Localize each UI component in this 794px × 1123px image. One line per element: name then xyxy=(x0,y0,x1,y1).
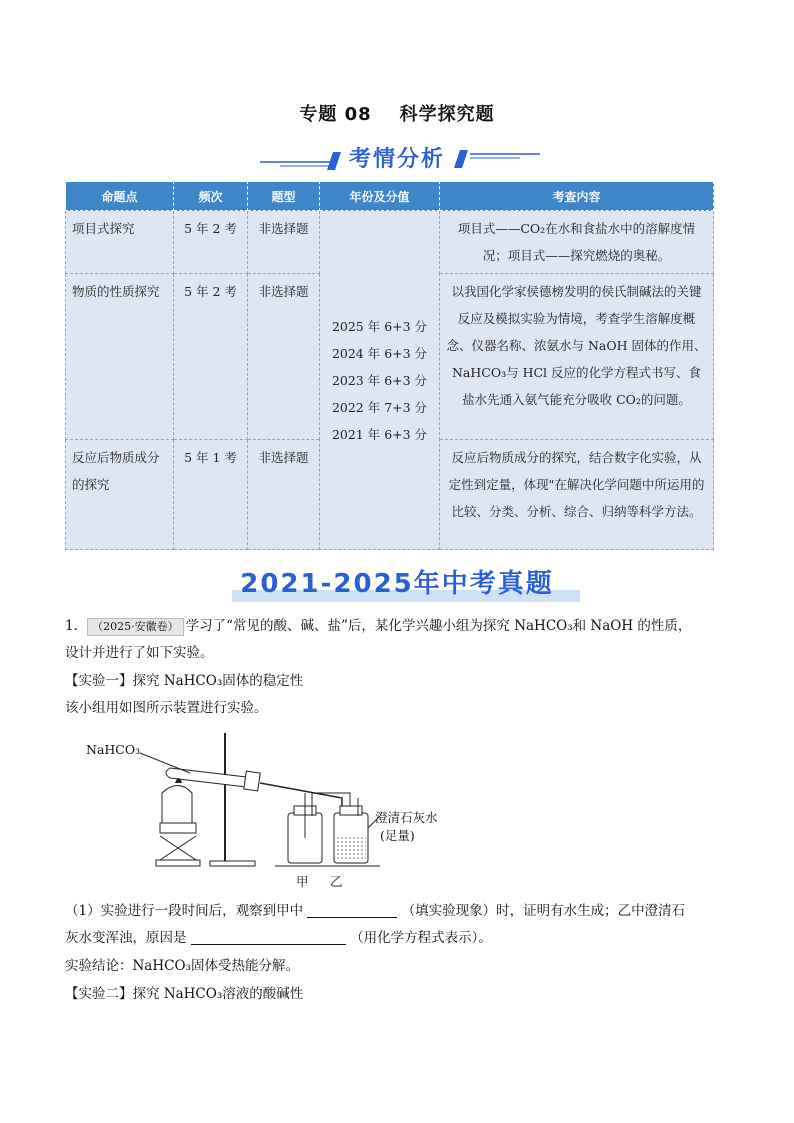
experiment-1-title: 【实验一】探究 NaHCO₃固体的稳定性 xyxy=(65,673,304,689)
header-content: 考查内容 xyxy=(440,182,714,211)
cell-content: 项目式——CO₂在水和食盐水中的溶解度情况；项目式——探究燃烧的奥秘。 xyxy=(440,211,714,274)
experiment-1-description: 该小组用如图所示装置进行实验。 xyxy=(65,700,268,716)
cell-type: 非选择题 xyxy=(248,274,320,440)
title-name: 科学探究题 xyxy=(399,104,495,125)
label-limewater: 澄清石灰水 xyxy=(375,810,438,825)
cell-point: 反应后物质成分的探究 xyxy=(66,440,174,550)
cell-type: 非选择题 xyxy=(248,440,320,550)
answer-blank-2[interactable] xyxy=(191,928,346,945)
question-intro-line-2: 设计并进行了如下实验。 xyxy=(65,645,214,661)
experiment-1-conclusion: 实验结论：NaHCO₃固体受热能分解。 xyxy=(65,958,299,974)
q1-text-b: （填实验现象）时，证明有水生成；乙中澄清石 xyxy=(401,903,686,919)
page-title xyxy=(0,100,794,126)
cell-point: 物质的性质探究 xyxy=(66,274,174,440)
question-intro-line-1 xyxy=(65,615,735,637)
question-1-line-2 xyxy=(65,927,735,949)
header-year-score: 年份及分值 xyxy=(320,182,440,211)
section-title: 2021-2025年中考真题 xyxy=(240,569,554,599)
answer-blank-1[interactable] xyxy=(307,901,397,918)
source-tag: （2025·安徽卷） xyxy=(87,618,184,636)
cell-content: 以我国化学家侯德榜发明的侯氏制碱法的关键反应及模拟实验为情境，考查学生溶解度概念、仪器名称、浓氨水与 NaOH 固体的作用、NaHCO₃与 HCl 反应的化学方程式书写、食盐水先通入氨气能充分吸收 CO₂的问题。 xyxy=(440,274,714,440)
label-nahco3: NaHCO₃ xyxy=(86,742,141,757)
label-amount: (足量) xyxy=(380,828,415,843)
score-line: 2021 年 6+3 分 xyxy=(331,426,428,442)
question-1-line-1 xyxy=(65,900,735,922)
header-point: 命题点 xyxy=(66,182,174,211)
q1-text-d: （用化学方程式表示）。 xyxy=(350,930,492,946)
banner-title: 考情分析 xyxy=(348,147,445,172)
cell-content: 反应后物质成分的探究，结合数字化实验，从定性到定量，体现"在解决化学问题中所运用的比较、分类、分析、综合、归纳等科学方法。 xyxy=(440,440,714,550)
score-line: 2024 年 6+3 分 xyxy=(331,345,428,361)
cell-point: 项目式探究 xyxy=(66,211,174,274)
question-number: 1． xyxy=(65,618,88,634)
header-type: 题型 xyxy=(248,182,320,211)
header-frequency: 频次 xyxy=(174,182,248,211)
title-prefix: 专题 08 xyxy=(299,104,372,125)
q1-text-c: 灰水变浑浊，原因是 xyxy=(65,930,187,946)
experiment-2-title: 【实验二】探究 NaHCO₃溶液的酸碱性 xyxy=(65,986,304,1002)
score-line: 2023 年 6+3 分 xyxy=(331,372,428,388)
table-row xyxy=(66,211,714,274)
label-bottle-b: 乙 xyxy=(330,874,343,889)
score-line: 2022 年 7+3 分 xyxy=(331,399,428,415)
exam-summary-table xyxy=(65,181,714,550)
question-intro-text: 学习了“常见的酸、碱、盐”后，某化学兴趣小组为探究 NaHCO₃和 NaOH 的性质， xyxy=(185,618,692,634)
score-line: 2025 年 6+3 分 xyxy=(331,318,428,334)
cell-frequency: 5 年 1 考 xyxy=(174,440,248,550)
cell-frequency: 5 年 2 考 xyxy=(174,211,248,274)
cell-type: 非选择题 xyxy=(248,211,320,274)
cell-frequency: 5 年 2 考 xyxy=(174,274,248,440)
q1-text-a: （1）实验进行一段时间后，观察到甲中 xyxy=(65,903,304,919)
cell-year-scores xyxy=(320,211,440,550)
label-bottle-a: 甲 xyxy=(296,874,309,889)
